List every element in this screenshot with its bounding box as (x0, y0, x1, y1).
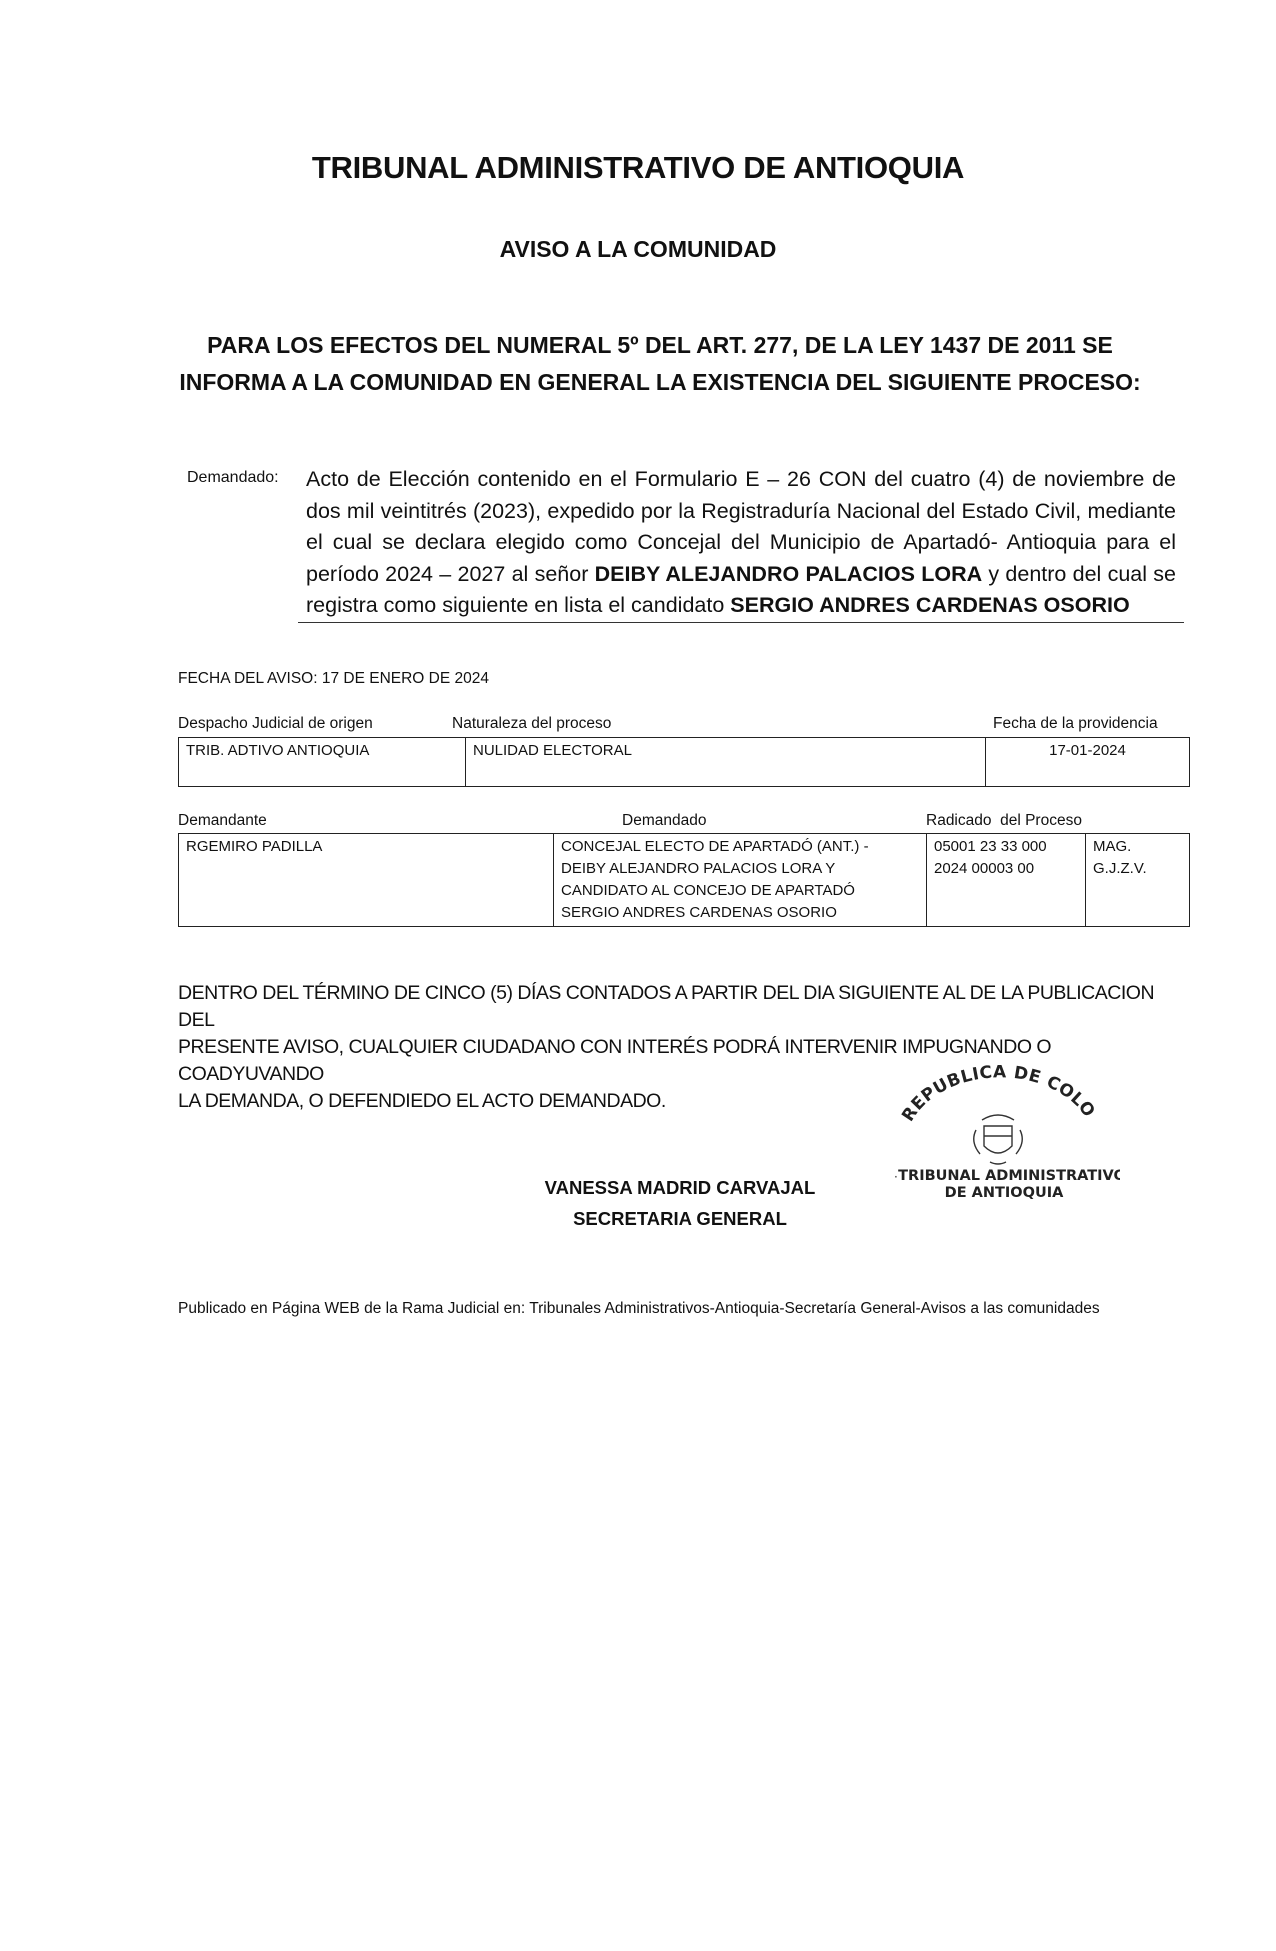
table2-cell-demandado (554, 834, 927, 927)
table2-cell-magistrado (1086, 834, 1190, 927)
seal-arc-text: REPUBLICA DE COLO (898, 1062, 1099, 1126)
document-subtitle: AVISO A LA COMUNIDAD (499, 236, 777, 262)
table2-header-radicado: Radicado del Proceso (926, 812, 1082, 829)
seal-line-1: TRIBUNAL ADMINISTRATIVO (898, 1168, 1120, 1184)
demandado-name-1: DEIBY ALEJANDRO PALACIOS LORA (594, 561, 983, 586)
table1-header-despacho: Despacho Judicial de origen (178, 715, 373, 732)
tribunal-seal (880, 1060, 1120, 1210)
table2-header-demandante: Demandante (178, 812, 267, 829)
seal-dot-icon: · (894, 1170, 898, 1184)
table-row (179, 738, 1190, 787)
table2-demandado-line: SERGIO ANDRES CARDENAS OSORIO (561, 904, 837, 921)
demandado-underline (298, 622, 1184, 623)
table2-demandado-line: CANDIDATO AL CONCEJO DE APARTADÓ (561, 882, 855, 899)
table2-cell-demandante: RGEMIRO PADILLA (179, 834, 554, 927)
document-title: TRIBUNAL ADMINISTRATIVO DE ANTIOQUIA (311, 150, 965, 185)
table2-radicado-line: 05001 23 33 000 (934, 838, 1047, 855)
notice-line-2: INFORMA A LA COMUNIDAD EN GENERAL LA EXISTENCIA DEL SIGUIENTE PROCESO: (179, 369, 1141, 395)
demandado-label: Demandado: (187, 469, 279, 486)
table-row (179, 834, 1190, 927)
table2-magistrado-line: G.J.Z.V. (1093, 860, 1147, 877)
table1-cell-naturaleza: NULIDAD ELECTORAL (466, 738, 986, 787)
notice-line-1: PARA LOS EFECTOS DEL NUMERAL 5º DEL ART. 277, DE LA LEY 1437 DE 2011 SE (207, 332, 1113, 358)
notice-heading (160, 327, 1160, 401)
body-line-1: DENTRO DEL TÉRMINO DE CINCO (5) DÍAS CONTADOS A PARTIR DEL DIA SIGUIENTE AL DE LA PUBLICACION DEL (178, 982, 1155, 1031)
seal-line-2: DE ANTIOQUIA (944, 1185, 1064, 1201)
table2-magistrado-line: MAG. (1093, 838, 1132, 855)
table1 (178, 737, 1190, 787)
body-line-2: PRESENTE AVISO, CUALQUIER CIUDADANO CON INTERÉS PODRÁ INTERVENIR IMPUGNANDO O COADYUVANDO (178, 1036, 1052, 1085)
table2-demandado-line: CONCEJAL ELECTO DE APARTADÓ (ANT.) - (561, 838, 869, 855)
signature-role: SECRETARIA GENERAL (573, 1208, 787, 1229)
table1-cell-despacho: TRIB. ADTIVO ANTIOQUIA (179, 738, 466, 787)
demandado-text (306, 464, 1176, 622)
fecha-aviso: FECHA DEL AVISO: 17 DE ENERO DE 2024 (178, 670, 489, 687)
demandado-text-part1: Acto de Elección contenido en el Formulario E – 26 CON del cuatro (4) de noviembre de dos mil veintitrés (2023), expedido por la Registraduría Nacional del Estado Civil, mediante el cual se declara elegido como Concejal del Municipio de Apartadó- Antioquia para el período 2024 – 2027 al señor (306, 467, 1176, 586)
svg-text:REPUBLICA DE COLOMBIA (880, 1060, 1099, 1125)
publication-note: Publicado en Página WEB de la Rama Judicial en: Tribunales Administrativos-Antioquia-Secretaría General-Avisos a las comunidades (178, 1300, 1100, 1317)
table1-header-naturaleza: Naturaleza del proceso (452, 715, 612, 732)
table2 (178, 833, 1190, 927)
seal-graphic (880, 1060, 1120, 1210)
table2-demandado-line: DEIBY ALEJANDRO PALACIOS LORA Y (561, 860, 836, 877)
table1-cell-fecha: 17-01-2024 (986, 738, 1190, 787)
demandado-name-2: SERGIO ANDRES CARDENAS OSORIO (730, 593, 1130, 617)
table2-header-demandado: Demandado (622, 812, 707, 829)
table2-radicado-line: 2024 00003 00 (934, 860, 1035, 877)
coat-of-arms-icon (974, 1115, 1023, 1164)
body-line-3: LA DEMANDA, O DEFENDIEDO EL ACTO DEMANDADO. (178, 1090, 666, 1112)
signature-block (480, 1172, 880, 1234)
demandado-text-part2: y dentro del cual se registra como siguiente en lista el candidato (306, 561, 1176, 617)
signature-name: VANESSA MADRID CARVAJAL (544, 1177, 816, 1198)
table2-cell-radicado (927, 834, 1086, 927)
table1-header-fecha: Fecha de la providencia (993, 715, 1158, 732)
